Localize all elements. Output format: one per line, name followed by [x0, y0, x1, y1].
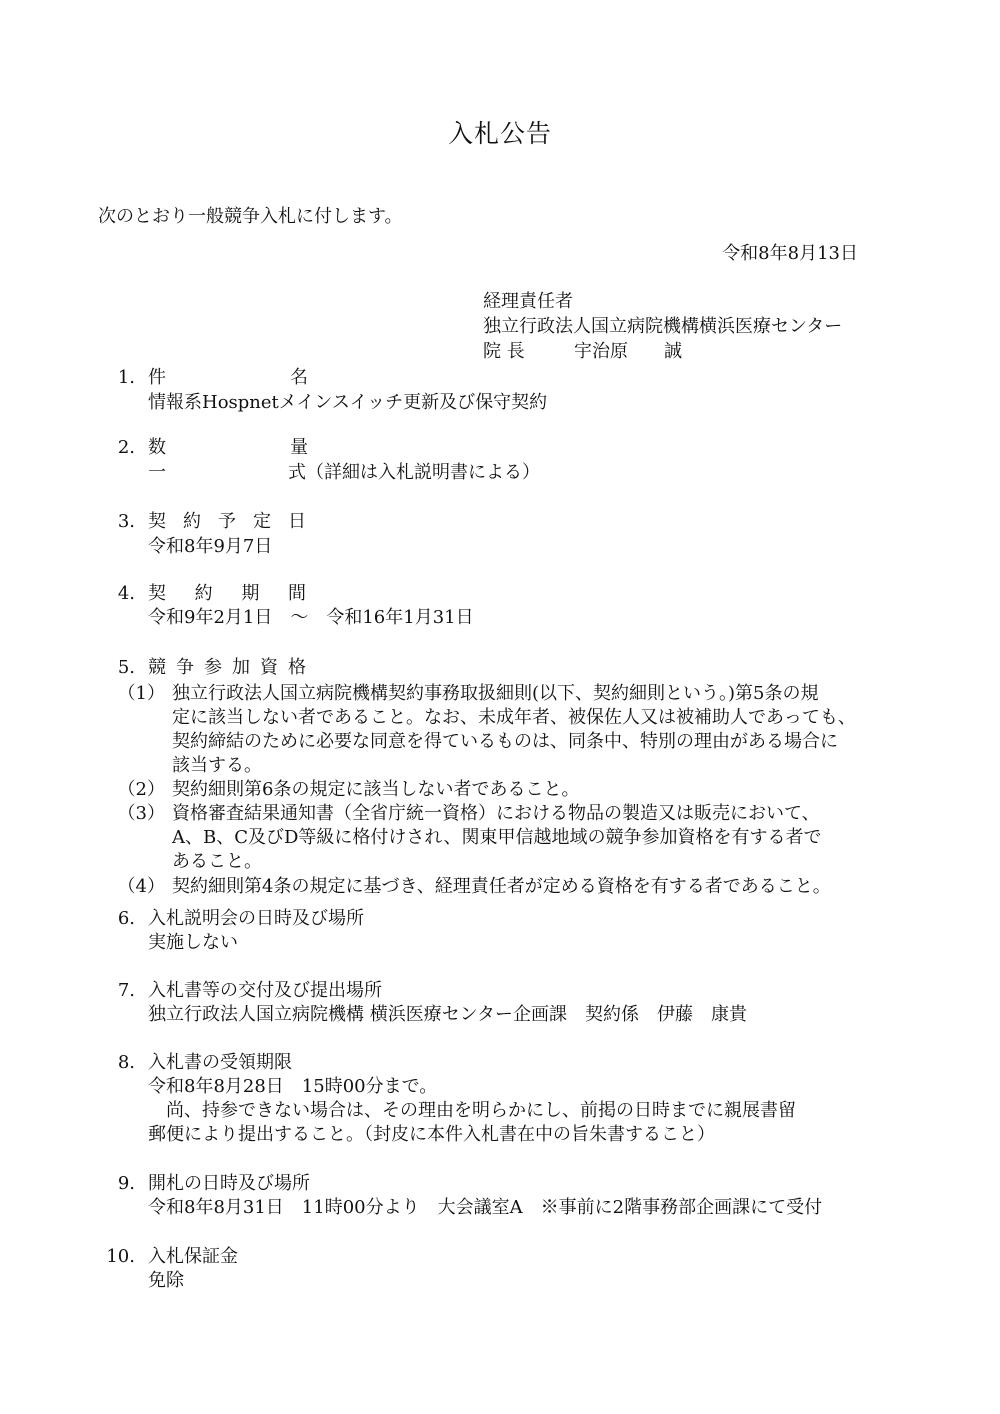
- heading-char: 予: [218, 511, 236, 532]
- heading-char: 契: [148, 511, 166, 532]
- heading-char: 定: [253, 511, 271, 532]
- item-line: 契約細則第4条の規定に基づき、経理責任者が定める資格を有する者であること。: [172, 876, 831, 897]
- item-line: 契約締結のために必要な同意を得ているものは、同条中、特別の理由がある場合に: [172, 731, 838, 752]
- item-line: 該当する。: [172, 755, 262, 776]
- heading-char: 日: [288, 511, 306, 532]
- section-body: 実施しない: [148, 932, 238, 953]
- item-label: （3）: [117, 803, 165, 824]
- heading-char: 量: [290, 437, 308, 458]
- issuer-organization: 独立行政法人国立病院機構横浜医療センター: [483, 316, 843, 337]
- section-body-left: 一: [148, 462, 166, 483]
- section-number: 8.: [117, 1052, 135, 1073]
- section-heading: 入札書等の交付及び提出場所: [148, 980, 382, 1001]
- heading-char: 数: [148, 437, 166, 458]
- issuer-position: 院 長: [483, 341, 525, 362]
- section-number: 7.: [117, 980, 135, 1001]
- heading-char: 加: [232, 657, 250, 678]
- heading-char: 約: [183, 511, 201, 532]
- section-body-line: 尚、持参できない場合は、その理由を明らかにし、前掲の日時までに親展書留: [148, 1100, 796, 1121]
- section-number: 4.: [117, 583, 135, 604]
- section-body: 独立行政法人国立病院機構 横浜医療センター企画課 契約係 伊藤 康貴: [148, 1004, 747, 1025]
- heading-char: 契: [148, 583, 166, 604]
- heading-char: 参: [204, 657, 222, 678]
- item-label: （4）: [117, 876, 165, 897]
- section-body: 情報系Hospnetメインスイッチ更新及び保守契約: [148, 392, 548, 413]
- section-heading: 入札書の受領期限: [148, 1052, 292, 1073]
- section-body-line: 郵便により提出すること。（封皮に本件入札書在中の旨朱書すること）: [148, 1124, 715, 1145]
- section-body: 免除: [148, 1270, 184, 1291]
- section-body: 令和8年9月7日: [148, 536, 273, 557]
- section-body: 令和8年8月31日 11時00分より 大会議室A ※事前に2階事務部企画課にて受付: [148, 1197, 823, 1218]
- issuer-role: 経理責任者: [483, 291, 573, 312]
- section-number: 9.: [117, 1173, 135, 1194]
- heading-char: 期: [241, 583, 260, 604]
- item-label: （2）: [117, 779, 165, 800]
- notice-date: 令和8年8月13日: [722, 243, 858, 264]
- heading-char: 資: [260, 657, 278, 678]
- heading-char: 名: [290, 367, 308, 388]
- section-heading: 入札保証金: [148, 1246, 238, 1267]
- item-line: 資格審査結果通知書（全省庁統一資格）における物品の製造又は販売において、: [172, 803, 820, 824]
- section-heading: 開札の日時及び場所: [148, 1173, 310, 1194]
- item-line: 契約細則第6条の規定に該当しない者であること。: [172, 779, 580, 800]
- item-line: あること。: [172, 851, 262, 872]
- section-body-right: 式（詳細は入札説明書による）: [288, 462, 540, 483]
- section-number: 1.: [117, 367, 135, 388]
- section-heading: [148, 510, 306, 534]
- heading-char: 争: [176, 657, 194, 678]
- section-body: 令和9年2月1日 ～ 令和16年1月31日: [148, 607, 474, 628]
- item-line: 独立行政法人国立病院機構契約事務取扱細則(以下、契約細則という。)第5条の規: [172, 683, 819, 704]
- section-number: 10.: [106, 1246, 135, 1267]
- heading-char: 件: [148, 367, 166, 388]
- section-heading: [148, 656, 306, 680]
- section-heading: [148, 582, 306, 606]
- section-heading: [148, 436, 308, 460]
- item-label: （1）: [117, 683, 165, 704]
- intro-text: 次のとおり一般競争入札に付します。: [98, 206, 403, 227]
- section-body-line: 令和8年8月28日 15時00分まで。: [148, 1076, 438, 1097]
- heading-char: 間: [287, 583, 306, 604]
- issuer-name: 宇治原 誠: [574, 341, 682, 362]
- item-line: 定に該当しない者であること。なお、未成年者、被保佐人又は被補助人であっても、: [172, 707, 856, 728]
- section-number: 3.: [117, 511, 135, 532]
- section-heading: 入札説明会の日時及び場所: [148, 908, 364, 929]
- section-number: 5.: [117, 657, 135, 678]
- section-number: 6.: [117, 908, 135, 929]
- heading-char: 競: [148, 657, 166, 678]
- section-heading: [148, 366, 308, 390]
- section-number: 2.: [117, 437, 135, 458]
- heading-char: 約: [194, 583, 213, 604]
- item-line: A、B、C及びD等級に格付けされ、関東甲信越地域の競争参加資格を有する者で: [172, 827, 822, 848]
- heading-char: 格: [288, 657, 306, 678]
- document-title: 入札公告: [447, 119, 552, 148]
